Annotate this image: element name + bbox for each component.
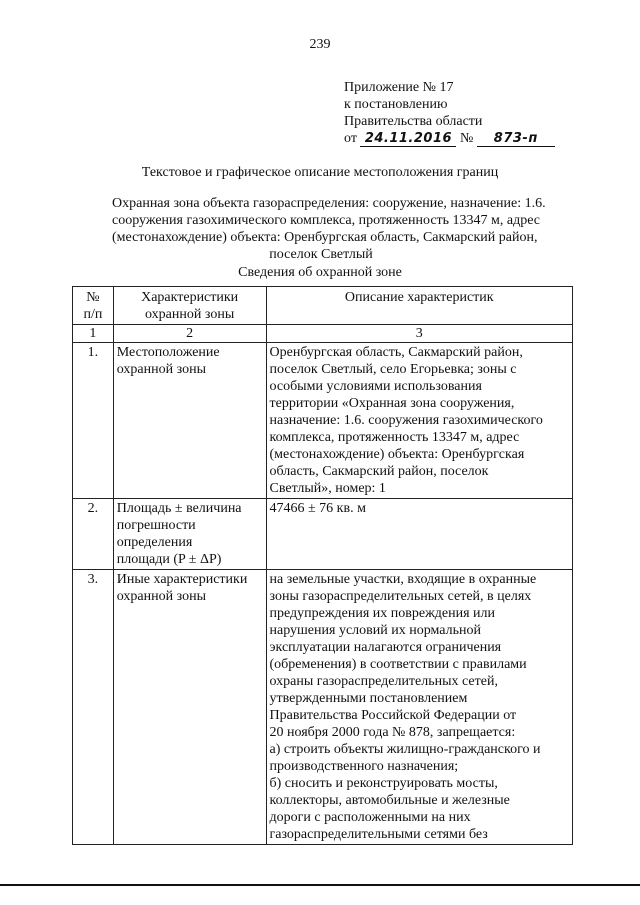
table-row [73,499,573,570]
row-characteristic: Площадь ± величина погрешности определения площади (P ± ΔP) [113,499,266,570]
document-title: Текстовое и графическое описание местоположения границ [141,165,499,180]
page-bottom-rule [0,884,640,886]
header-description: Описание характеристик [266,287,573,325]
row-number: 2. [73,499,114,570]
page-number: 239 [309,37,331,52]
table-header-row [73,287,573,325]
header-number: № п/п [73,287,114,325]
row-description: Оренбургская область, Сакмарский район, поселок Светлый, село Егорьевка; зоны с особыми условиями использования территории «Охранная зона сооружения, назначение: 1.6. сооружения газохимического комплекса, протяженность 13347 м, адрес (местонахождение) объекта: Оренбургская область, Сакмарский район, поселок Светлый», номер: 1 [266,343,573,499]
row-description: 47466 ± 76 кв. м [266,499,573,570]
date-prefix: от [344,131,357,146]
attachment-line: к постановлению [344,97,448,112]
attachment-header [344,79,604,147]
attachment-line: Правительства области [344,114,483,129]
description-line: поселок Светлый [269,247,373,262]
column-number-row [73,325,573,343]
description-line: сооружения газохимического комплекса, протяженность 13347 м, адрес [112,213,541,228]
description-line: Охранная зона объекта газораспределения: сооружение, назначение: 1.6. [112,196,546,211]
column-number: 3 [266,325,573,343]
handwritten-date: 24.11.2016 [360,131,456,147]
row-characteristic: Местоположение охранной зоны [113,343,266,499]
attachment-date-line [344,130,604,147]
zone-info-table [72,286,573,845]
row-description: на земельные участки, входящие в охранные зоны газораспределительных сетей, в целях предупреждения их повреждения или нарушения условий их нормальной эксплуатации налагаются ограничения (обременения) в соответствии с правилами охраны газораспределительных сетей, утвержденными постановлением Правительства Российской Федерации от 20 ноября 2000 года № 878, запрещается: а) строить объекты жилищно-гражданского и производственного назначения; б) сносить и реконструировать мосты, коллекторы, автомобильные и железные дороги с расположенными на них газораспределительными сетями без [266,570,573,845]
column-number: 2 [113,325,266,343]
attachment-line: Приложение № 17 [344,80,454,95]
object-description [112,195,546,263]
table-title: Сведения об охранной зоне [238,265,402,280]
column-number: 1 [73,325,114,343]
header-characteristic: Характеристики охранной зоны [113,287,266,325]
description-line: (местонахождение) объекта: Оренбургская область, Сакмарский район, [112,230,538,245]
table-row [73,570,573,845]
number-prefix: № [459,131,474,146]
row-number: 3. [73,570,114,845]
row-characteristic: Иные характеристики охранной зоны [113,570,266,845]
table-row [73,343,573,499]
row-number: 1. [73,343,114,499]
handwritten-number: 873-п [477,131,555,147]
